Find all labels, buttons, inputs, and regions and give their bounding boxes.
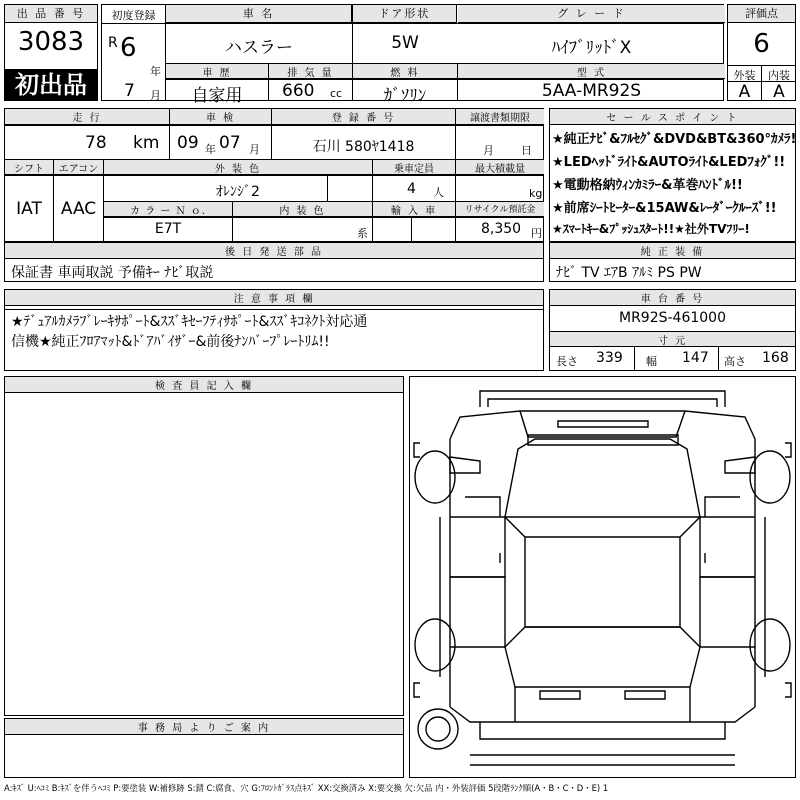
int-score-value: A [773, 82, 785, 102]
lot-number: 3083 [17, 27, 85, 57]
max-load-label: 最大積載量 [456, 160, 544, 175]
score-label: 評価点 [728, 5, 795, 23]
model-value: 5AA-MR92S [541, 81, 642, 101]
ext-color-value: ｵﾚﾝｼﾞ2 [216, 184, 260, 200]
sales-point-line: ★LEDﾍｯﾄﾞﾗｲﾄ&AUTOﾗｲﾄ&LEDﾌｫｸﾞ!! [552, 155, 786, 170]
dims-label: 寸 元 [550, 331, 795, 347]
score-value: 6 [753, 29, 770, 59]
notes-line: ★ﾃﾞｭｱﾙｶﾒﾗﾌﾞﾚｰｷｻﾎﾟｰﾄ&ｽｽﾞｷｾｰﾌﾃｨｻﾎﾟｰﾄ&ｽｽﾞｷｺﾈｸﾄ対応通 [11, 314, 368, 330]
plate-value: 石川 580ﾔ1418 [312, 139, 415, 155]
color-no-label: カ ラ ー Ｎ ｏ. [104, 202, 232, 217]
capacity-unit: 人 [433, 186, 444, 199]
car-diagram-box [409, 376, 796, 778]
inspection-month-unit: 月 [249, 143, 260, 156]
legend-text: A:ｷｽﾞ U:ﾍｺﾐ B:ｷｽﾞを伴うﾍｺﾐ P:要塗装 W:補修跡 S:錆 C:腐食、穴 G:ﾌﾛﾝﾄｶﾞﾗｽ点ｷｽﾞ XX:交換済み X:要交換 欠:欠品 内・外装評価 5段階ﾗﾝｸ順(A・B・C・D・E) 1 [4, 783, 609, 793]
history-label: 車 歴 [166, 64, 268, 79]
notes-box [4, 289, 544, 371]
capacity-value: 4 [407, 181, 416, 197]
chassis-value: MR92S-461000 [618, 310, 726, 326]
car-diagram-icon [410, 377, 795, 777]
equipment-box [549, 242, 796, 282]
grade-value: ﾊｲﾌﾞﾘｯﾄﾞX [551, 38, 632, 58]
mileage-label: 走 行 [5, 109, 169, 125]
inspection-month: 07 [219, 133, 241, 153]
recycle-unit: 円 [531, 227, 542, 240]
inspection-label: 車 検 [170, 109, 271, 125]
chassis-label: 車 台 番 号 [550, 290, 795, 306]
sales-points-box [549, 108, 796, 242]
shift-value: IAT [16, 199, 42, 219]
length-label: 長さ [556, 355, 578, 368]
lot-label: 出 品 番 号 [5, 5, 97, 23]
car-name-label: 車 名 [166, 5, 352, 23]
first-listing-badge: 初出品 [5, 69, 97, 101]
transfer-month-unit: 月 [483, 144, 494, 157]
sales-point-line: ★電動格納ｳｨﾝｶﾐﾗｰ&革巻ﾊﾝﾄﾞﾙ!! [552, 178, 743, 193]
inspection-year: 09 [177, 133, 199, 153]
first-reg-year: 6 [120, 33, 137, 63]
int-score-label: 内装 [768, 69, 790, 82]
ext-score-value: A [738, 82, 751, 102]
mileage-value: 78 [85, 133, 107, 153]
first-reg-year-unit: 年 [150, 65, 161, 78]
recycle-value: 8,350 [481, 221, 522, 237]
chassis-box [549, 289, 796, 371]
equipment-value: ﾅﾋﾞ TV ｴｱB ｱﾙﾐ PS PW [556, 265, 702, 281]
width-label: 幅 [646, 355, 657, 368]
import-label: 輸 入 車 [373, 202, 455, 217]
top-grid [101, 4, 724, 106]
inspector-box [4, 376, 404, 716]
doors-label: ドア形状 [353, 5, 457, 23]
notes-line: 信機★純正ﾌﾛｱﾏｯﾄ&ﾄﾞｱﾊﾞｲｻﾞｰ&前後ﾅﾝﾊﾞｰﾌﾟﾚｰﾄﾘﾑ!! [11, 334, 330, 350]
displacement-unit: cc [330, 87, 343, 100]
car-name-value: ハスラー [225, 38, 293, 58]
history-value: 自家用 [191, 86, 243, 106]
doors-value: 5W [391, 33, 419, 53]
sales-point-line: ★純正ﾅﾋﾞ&ﾌﾙｾｸﾞ&DVD&BT&360°ｶﾒﾗ! [552, 132, 797, 147]
aircon-label: エアコン [54, 160, 103, 175]
color-no-value: E7T [154, 221, 182, 237]
model-label: 型 式 [458, 64, 725, 79]
inspector-label: 検 査 員 記 入 欄 [5, 377, 403, 393]
office-label: 事 務 局 よ り ご 案 内 [5, 719, 403, 735]
width-value: 147 [682, 350, 709, 366]
max-load-unit: kg [529, 187, 543, 200]
first-reg-month-unit: 月 [150, 89, 161, 102]
later-parts-box [4, 242, 544, 282]
aircon-value: AAC [60, 199, 97, 219]
sales-point-line: ★前席ｼｰﾄﾋｰﾀｰ&15AW&ﾚｰﾀﾞｰｸﾙｰｽﾞ!! [552, 201, 777, 216]
office-box [4, 718, 404, 778]
height-value: 168 [762, 350, 789, 366]
grade-label: グ レ ー ド [458, 5, 725, 23]
transfer-label: 譲渡書類期限 [456, 109, 544, 125]
first-reg-month: 7 [124, 81, 135, 101]
mileage-unit: km [133, 133, 160, 153]
ext-color-label: 外 装 色 [104, 160, 372, 175]
displacement-value: 660 [282, 81, 315, 101]
score-box [727, 4, 796, 101]
equipment-label: 純 正 装 備 [550, 243, 795, 259]
inspection-year-unit: 年 [205, 143, 216, 156]
sales-points-label: セ ー ル ス ポ イ ン ト [550, 109, 795, 125]
ext-score-label: 外装 [733, 69, 756, 82]
transfer-day-unit: 日 [521, 144, 532, 157]
later-parts-label: 後 日 発 送 部 品 [5, 243, 543, 259]
later-parts-value: 保証書 車両取説 予備ｷｰ ﾅﾋﾞ取説 [11, 265, 214, 281]
fuel-label: 燃 料 [353, 64, 457, 79]
displacement-label: 排 気 量 [269, 64, 352, 79]
capacity-label: 乗車定員 [373, 160, 455, 175]
fuel-value: ｶﾞｿﾘﾝ [383, 86, 427, 106]
plate-label: 登 録 番 号 [272, 109, 455, 125]
sales-point-line: ★ｽﾏｰﾄｷｰ&ﾌﾟｯｼｭｽﾀｰﾄ!!★社外TVﾌﾘｰ! [552, 222, 750, 236]
recycle-label: リサイクル預託金 [456, 202, 544, 217]
notes-label: 注 意 事 項 欄 [5, 290, 543, 306]
detail-grid [4, 108, 544, 242]
first-reg-era: R [108, 35, 118, 51]
first-reg-label: 初度登録 [111, 9, 156, 22]
shift-label: シフト [5, 160, 53, 175]
lot-box [4, 4, 98, 101]
int-color-unit: 系 [357, 227, 368, 240]
length-value: 339 [596, 350, 623, 366]
height-label: 高さ [724, 355, 746, 368]
int-color-label: 内 装 色 [233, 202, 372, 217]
